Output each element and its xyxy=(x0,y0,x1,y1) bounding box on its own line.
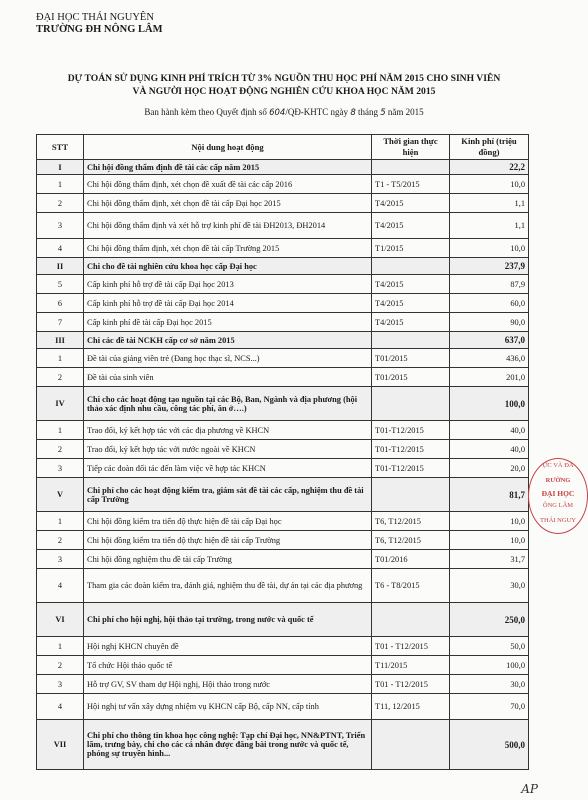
table-row xyxy=(37,421,529,440)
row-content: Tổ chức Hội thảo quốc tế xyxy=(84,656,372,675)
row-stt: 2 xyxy=(37,194,84,213)
signature-mark: AP xyxy=(521,782,538,796)
row-content: Chi hội đồng thẩm định đề tài các cấp năm 2015 xyxy=(84,160,372,175)
row-amount: 40,0 xyxy=(450,421,529,440)
table-row xyxy=(37,637,529,656)
stamp-line-1: ỰC VÀ ĐÀ xyxy=(542,462,574,469)
table-row xyxy=(37,550,529,569)
row-time xyxy=(372,258,450,275)
row-time: T4/2015 xyxy=(372,294,450,313)
row-time: T01/2016 xyxy=(372,550,450,569)
table-body xyxy=(37,160,529,770)
stamp-line-5: THÁI NGUY xyxy=(540,517,576,524)
stamp-line-3: ĐẠI HỌC xyxy=(541,489,575,498)
header-content: Nội dung hoạt động xyxy=(84,135,372,160)
row-amount: 31,7 xyxy=(450,550,529,569)
row-stt: 7 xyxy=(37,313,84,332)
row-stt: VII xyxy=(37,720,84,770)
table-row xyxy=(37,512,529,531)
table-row xyxy=(37,313,529,332)
table-row xyxy=(37,675,529,694)
table-row xyxy=(37,294,529,313)
decision-number: 604 xyxy=(269,108,286,118)
row-amount: 30,0 xyxy=(450,675,529,694)
row-stt: IV xyxy=(37,387,84,421)
row-content: Chi hội đồng nghiệm thu đề tài cấp Trường xyxy=(84,550,372,569)
table-header-row xyxy=(37,135,529,160)
row-content: Chi hội đồng thẩm định, xét chọn đề tài cấp Đại học 2015 xyxy=(84,194,372,213)
row-amount: 436,0 xyxy=(450,349,529,368)
row-amount: 10,0 xyxy=(450,175,529,194)
row-amount: 1,1 xyxy=(450,194,529,213)
decision-prefix: Ban hành kèm theo Quyết định số xyxy=(144,107,267,117)
title-line-2: VÀ NGƯỜI HỌC HOẠT ĐỘNG NGHIÊN CỨU KHOA HỌC NĂM 2015 xyxy=(132,86,436,97)
row-stt: 1 xyxy=(37,421,84,440)
header-amount: Kinh phí (triệu đồng) xyxy=(450,135,529,160)
document-title xyxy=(0,72,568,98)
row-content: Chi phí cho các hoạt động kiểm tra, giám sát đề tài các cấp, nghiệm thu đề tài cấp Trường xyxy=(84,478,372,512)
row-amount: 40,0 xyxy=(450,440,529,459)
row-amount: 1,1 xyxy=(450,213,529,239)
stamp-line-4: ÔNG LÂM xyxy=(542,502,574,509)
row-content: Chi hội đồng thẩm định, xét chọn đề xuất đề tài các cấp 2016 xyxy=(84,175,372,194)
table-row xyxy=(37,694,529,720)
row-amount: 10,0 xyxy=(450,239,529,258)
row-time: T6 - T8/2015 xyxy=(372,569,450,603)
letterhead xyxy=(36,12,162,36)
row-content: Chi cho các hoạt động tạo nguồn tại các Bộ, Ban, Ngành và địa phương (hội thảo xác định nhu cầu, công tác phí, ăn ở….) xyxy=(84,387,372,421)
row-time: T4/2015 xyxy=(372,194,450,213)
row-content: Hội nghị KHCN chuyên đề xyxy=(84,637,372,656)
row-time xyxy=(372,478,450,512)
table-row xyxy=(37,656,529,675)
row-stt: 3 xyxy=(37,213,84,239)
row-amount: 90,0 xyxy=(450,313,529,332)
decision-reference xyxy=(0,107,568,118)
row-amount: 500,0 xyxy=(450,720,529,770)
row-time: T1 - T5/2015 xyxy=(372,175,450,194)
row-amount: 250,0 xyxy=(450,603,529,637)
university-name: ĐẠI HỌC THÁI NGUYÊN xyxy=(36,12,154,23)
row-stt: I xyxy=(37,160,84,175)
section-row xyxy=(37,387,529,421)
row-amount: 22,2 xyxy=(450,160,529,175)
row-stt: 4 xyxy=(37,694,84,720)
row-content: Chi hội đồng kiểm tra tiến độ thực hiện đề tài cấp Đại học xyxy=(84,512,372,531)
row-stt: 3 xyxy=(37,459,84,478)
row-stt: 2 xyxy=(37,368,84,387)
row-content: Chi hội đồng thẩm định và xét hỗ trợ kinh phí đề tài ĐH2013, ĐH2014 xyxy=(84,213,372,239)
row-content: Tham gia các đoàn kiểm tra, đánh giá, nghiệm thu đề tài, dự án tại các địa phương xyxy=(84,569,372,603)
table-row xyxy=(37,213,529,239)
row-time xyxy=(372,720,450,770)
month-label: tháng xyxy=(357,107,378,117)
row-amount: 10,0 xyxy=(450,531,529,550)
row-stt: 4 xyxy=(37,239,84,258)
row-time xyxy=(372,160,450,175)
row-stt: 3 xyxy=(37,550,84,569)
row-content: Trao đổi, ký kết hợp tác với các địa phương về KHCN xyxy=(84,421,372,440)
row-amount: 100,0 xyxy=(450,656,529,675)
table-row xyxy=(37,194,529,213)
school-name: TRƯỜNG ĐH NÔNG LÂM xyxy=(36,24,163,35)
table-row xyxy=(37,239,529,258)
row-content: Trao đổi, ký kết hợp tác với nước ngoài về KHCN xyxy=(84,440,372,459)
row-stt: VI xyxy=(37,603,84,637)
row-stt: 2 xyxy=(37,440,84,459)
row-time: T6, T12/2015 xyxy=(372,531,450,550)
section-row xyxy=(37,478,529,512)
row-stt: II xyxy=(37,258,84,275)
header-time: Thời gian thực hiện xyxy=(372,135,450,160)
row-content: Chi hội đồng thẩm định, xét chọn đề tài cấp Trường 2015 xyxy=(84,239,372,258)
row-amount: 30,0 xyxy=(450,569,529,603)
row-stt: V xyxy=(37,478,84,512)
row-content: Đề tài của sinh viên xyxy=(84,368,372,387)
row-amount: 87,9 xyxy=(450,275,529,294)
section-row xyxy=(37,160,529,175)
row-content: Chi cho đề tài nghiên cứu khoa học cấp Đại học xyxy=(84,258,372,275)
row-stt: 3 xyxy=(37,675,84,694)
decision-year: năm 2015 xyxy=(387,107,424,117)
title-line-1: DỰ TOÁN SỬ DỤNG KINH PHÍ TRÍCH TỪ 3% NGUỒN THU HỌC PHÍ NĂM 2015 CHO SINH VIÊN xyxy=(67,73,501,84)
row-time: T01/2015 xyxy=(372,349,450,368)
row-content: Hội nghị tư vấn xây dựng nhiệm vụ KHCN cấp Bộ, cấp NN, cấp tỉnh xyxy=(84,694,372,720)
row-amount: 201,0 xyxy=(450,368,529,387)
row-time: T11, 12/2015 xyxy=(372,694,450,720)
row-time: T1/2015 xyxy=(372,239,450,258)
row-amount: 100,0 xyxy=(450,387,529,421)
table-row xyxy=(37,459,529,478)
row-content: Chi phí cho thông tin khoa học công nghệ: Tạp chí Đại học, NN&PTNT, Triển lãm, trưng bày, chi cho các cá nhân được đăng bài trong nước và quốc tế, phóng sự truyền hình... xyxy=(84,720,372,770)
row-content: Đề tài của giảng viên trẻ (Đang học thạc sĩ, NCS...) xyxy=(84,349,372,368)
section-row xyxy=(37,258,529,275)
row-time xyxy=(372,387,450,421)
row-amount: 70,0 xyxy=(450,694,529,720)
row-content: Chi hội đồng kiểm tra tiến độ thực hiện đề tài cấp Trường xyxy=(84,531,372,550)
decision-month: 5 xyxy=(380,108,386,118)
row-time: T11/2015 xyxy=(372,656,450,675)
header-stt: STT xyxy=(37,135,84,160)
row-time: T4/2015 xyxy=(372,275,450,294)
row-stt: III xyxy=(37,332,84,349)
row-time: T01/2015 xyxy=(372,368,450,387)
stamp-line-2: RƯỜNG xyxy=(545,477,571,484)
decision-mid: /QĐ-KHTC ngày xyxy=(285,107,349,117)
row-amount: 20,0 xyxy=(450,459,529,478)
row-content: Chi các đề tài NCKH cấp cơ sở năm 2015 xyxy=(84,332,372,349)
row-time: T6, T12/2015 xyxy=(372,512,450,531)
row-amount: 637,0 xyxy=(450,332,529,349)
row-time: T01-T12/2015 xyxy=(372,459,450,478)
row-stt: 5 xyxy=(37,275,84,294)
row-amount: 81,7 xyxy=(450,478,529,512)
row-time: T4/2015 xyxy=(372,313,450,332)
table-row xyxy=(37,175,529,194)
row-time: T01 - T12/2015 xyxy=(372,637,450,656)
row-time xyxy=(372,332,450,349)
row-stt: 1 xyxy=(37,637,84,656)
section-row xyxy=(37,720,529,770)
section-row xyxy=(37,332,529,349)
row-amount: 10,0 xyxy=(450,512,529,531)
table-row xyxy=(37,531,529,550)
table-row xyxy=(37,275,529,294)
row-stt: 1 xyxy=(37,175,84,194)
table-row xyxy=(37,368,529,387)
table-row xyxy=(37,349,529,368)
row-time: T01-T12/2015 xyxy=(372,421,450,440)
row-time xyxy=(372,603,450,637)
row-content: Hỗ trợ GV, SV tham dự Hội nghị, Hội thảo trong nước xyxy=(84,675,372,694)
row-time: T01 - T12/2015 xyxy=(372,675,450,694)
decision-day: 8 xyxy=(350,108,356,118)
section-row xyxy=(37,603,529,637)
row-stt: 1 xyxy=(37,349,84,368)
row-amount: 60,0 xyxy=(450,294,529,313)
row-content: Chi phí cho hội nghị, hội thảo tại trường, trong nước và quốc tế xyxy=(84,603,372,637)
row-stt: 2 xyxy=(37,656,84,675)
table-row xyxy=(37,569,529,603)
row-stt: 6 xyxy=(37,294,84,313)
official-stamp xyxy=(528,458,588,534)
budget-table xyxy=(36,134,529,770)
row-stt: 2 xyxy=(37,531,84,550)
row-content: Cấp kinh phí hỗ trợ đề tài cấp Đại học 2013 xyxy=(84,275,372,294)
row-content: Cấp kinh phí hỗ trợ đề tài cấp Đại học 2014 xyxy=(84,294,372,313)
row-time: T4/2015 xyxy=(372,213,450,239)
row-time: T01-T12/2015 xyxy=(372,440,450,459)
row-amount: 50,0 xyxy=(450,637,529,656)
row-stt: 1 xyxy=(37,512,84,531)
row-content: Cấp kinh phí đề tài cấp Đại học 2015 xyxy=(84,313,372,332)
row-content: Tiếp các đoàn đối tác đến làm việc về hợp tác KHCN xyxy=(84,459,372,478)
row-stt: 4 xyxy=(37,569,84,603)
row-amount: 237,9 xyxy=(450,258,529,275)
table-row xyxy=(37,440,529,459)
